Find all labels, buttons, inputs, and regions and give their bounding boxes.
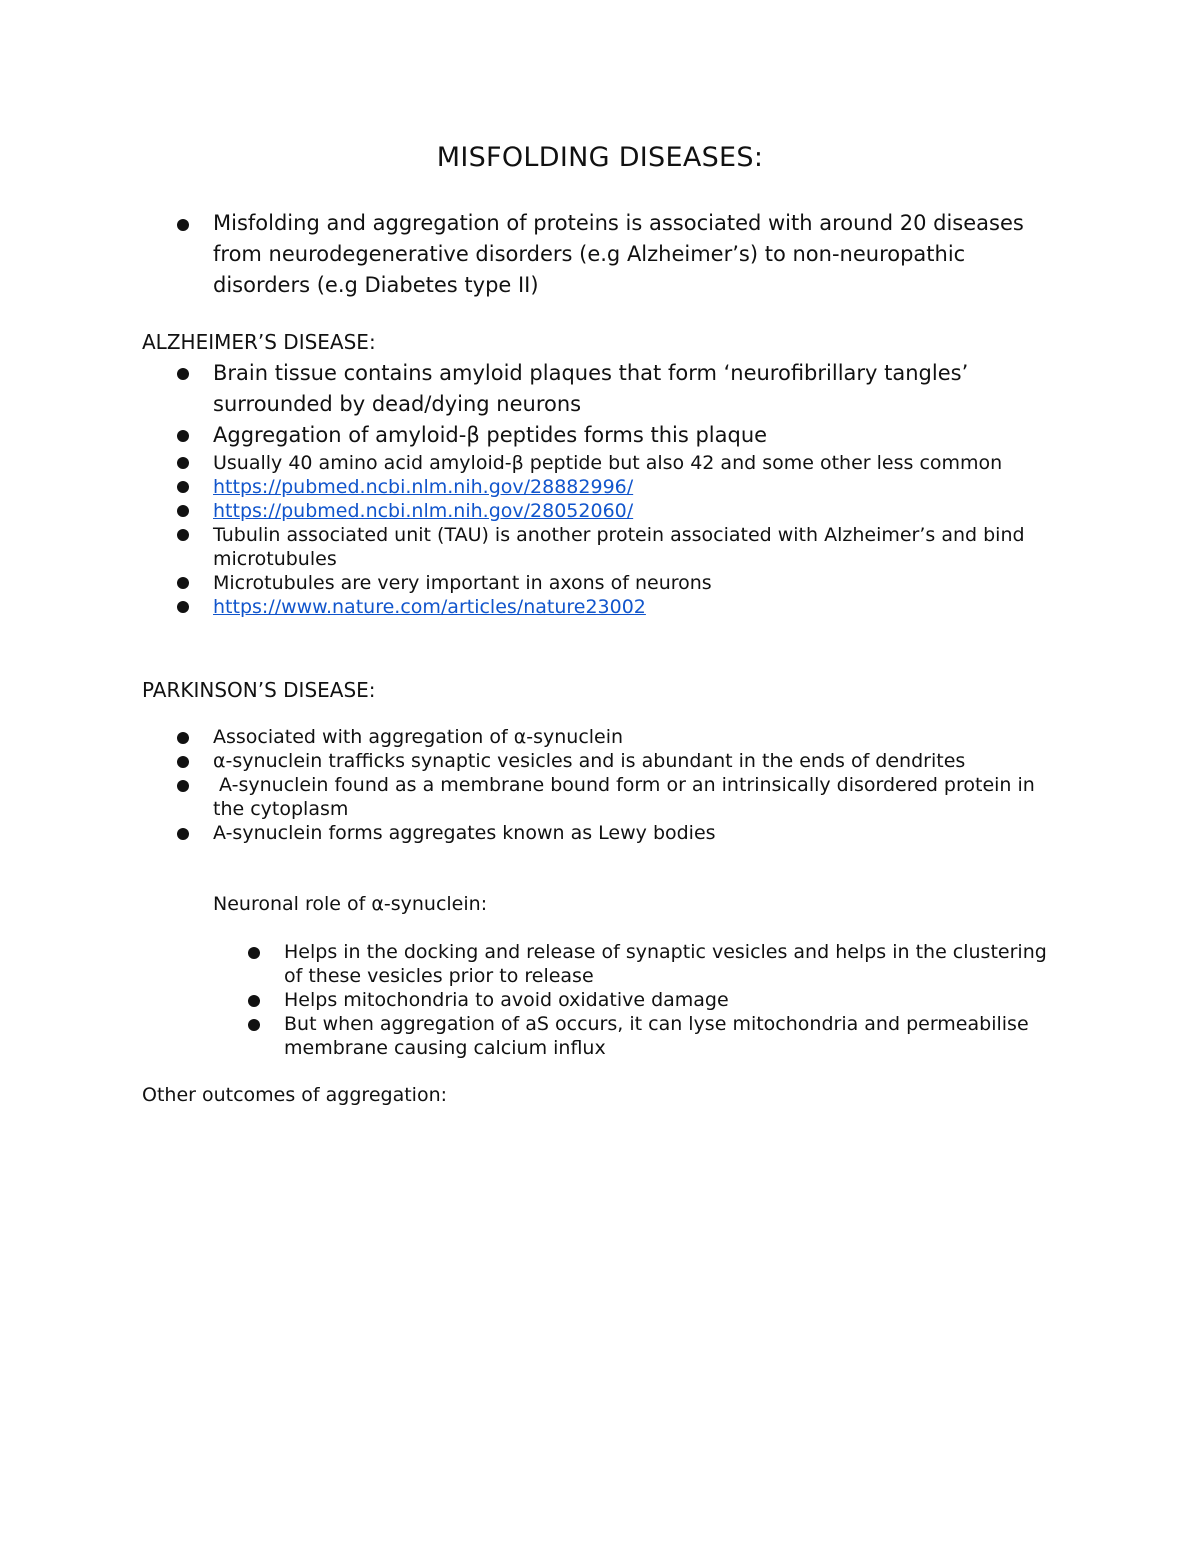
page-title: MISFOLDING DISEASES: <box>436 142 764 173</box>
list-item-text: A-synuclein forms aggregates known as Lewy bodies <box>213 822 716 844</box>
list-item <box>177 749 1057 773</box>
list-item <box>177 725 1057 749</box>
bullet-icon <box>177 368 189 380</box>
intro-list <box>177 208 1057 301</box>
list-item-text: Helps in the docking and release of synaptic vesicles and helps in the clustering of these vesicles prior to release <box>284 941 1047 987</box>
parkinsons-heading: PARKINSON’S DISEASE: <box>142 678 376 702</box>
list-item <box>248 1012 1048 1060</box>
bullet-icon <box>177 219 189 231</box>
list-item <box>177 208 1057 301</box>
neuronal-role-subheading: Neuronal role of α-synuclein: <box>213 893 488 915</box>
list-item <box>177 523 1067 571</box>
list-item-text: Misfolding and aggregation of proteins is associated with around 20 diseases from neurodegenerative disorders (e.g Alzheimer’s) to non-neuropathic disorders (e.g Diabetes type II) <box>213 211 1024 297</box>
bullet-icon <box>177 430 189 442</box>
list-item <box>177 358 1067 420</box>
neuronal-role-list <box>248 940 1048 1060</box>
list-item <box>177 595 1067 619</box>
parkinsons-list <box>177 725 1057 845</box>
list-item-text: Microtubules are very important in axons of neurons <box>213 572 712 594</box>
list-item <box>177 451 1067 475</box>
nature-article-link[interactable]: https://www.nature.com/articles/nature23002 <box>213 596 646 618</box>
other-outcomes-heading: Other outcomes of aggregation: <box>142 1084 448 1106</box>
list-item-text: Brain tissue contains amyloid plaques that form ‘neurofibrillary tangles’ surrounded by dead/dying neurons <box>213 361 969 416</box>
alzheimers-heading: ALZHEIMER’S DISEASE: <box>142 330 376 354</box>
list-item-text: A-synuclein found as a membrane bound form or an intrinsically disordered protein in the cytoplasm <box>213 774 1041 820</box>
bullet-icon <box>177 732 189 744</box>
bullet-icon <box>177 457 189 469</box>
list-item <box>177 475 1067 499</box>
list-item <box>177 499 1067 523</box>
list-item-text: But when aggregation of aS occurs, it can lyse mitochondria and permeabilise membrane causing calcium influx <box>284 1013 1029 1059</box>
bullet-icon <box>177 505 189 517</box>
bullet-icon <box>177 529 189 541</box>
list-item-text: Usually 40 amino acid amyloid-β peptide but also 42 and some other less common <box>213 452 1003 474</box>
bullet-icon <box>177 756 189 768</box>
bullet-icon <box>177 828 189 840</box>
list-item <box>248 940 1048 988</box>
bullet-icon <box>248 1019 260 1031</box>
bullet-icon <box>177 780 189 792</box>
list-item-text: α-synuclein trafficks synaptic vesicles and is abundant in the ends of dendrites <box>213 750 966 772</box>
pubmed-link-28052060[interactable]: https://pubmed.ncbi.nlm.nih.gov/28052060/ <box>213 500 634 522</box>
list-item <box>177 420 1067 451</box>
list-item-text: Associated with aggregation of α-synuclein <box>213 726 624 748</box>
bullet-icon <box>177 577 189 589</box>
bullet-icon <box>177 481 189 493</box>
list-item <box>248 988 1048 1012</box>
list-item-text: Tubulin associated unit (TAU) is another protein associated with Alzheimer’s and bind microtubules <box>213 524 1025 570</box>
bullet-icon <box>248 995 260 1007</box>
list-item <box>177 571 1067 595</box>
bullet-icon <box>248 947 260 959</box>
list-item <box>177 821 1057 845</box>
bullet-icon <box>177 601 189 613</box>
alzheimers-list <box>177 358 1067 619</box>
list-item-text: Aggregation of amyloid-β peptides forms this plaque <box>213 423 768 447</box>
list-item-text: Helps mitochondria to avoid oxidative damage <box>284 989 729 1011</box>
pubmed-link-28882996[interactable]: https://pubmed.ncbi.nlm.nih.gov/28882996/ <box>213 476 634 498</box>
list-item <box>177 773 1057 821</box>
